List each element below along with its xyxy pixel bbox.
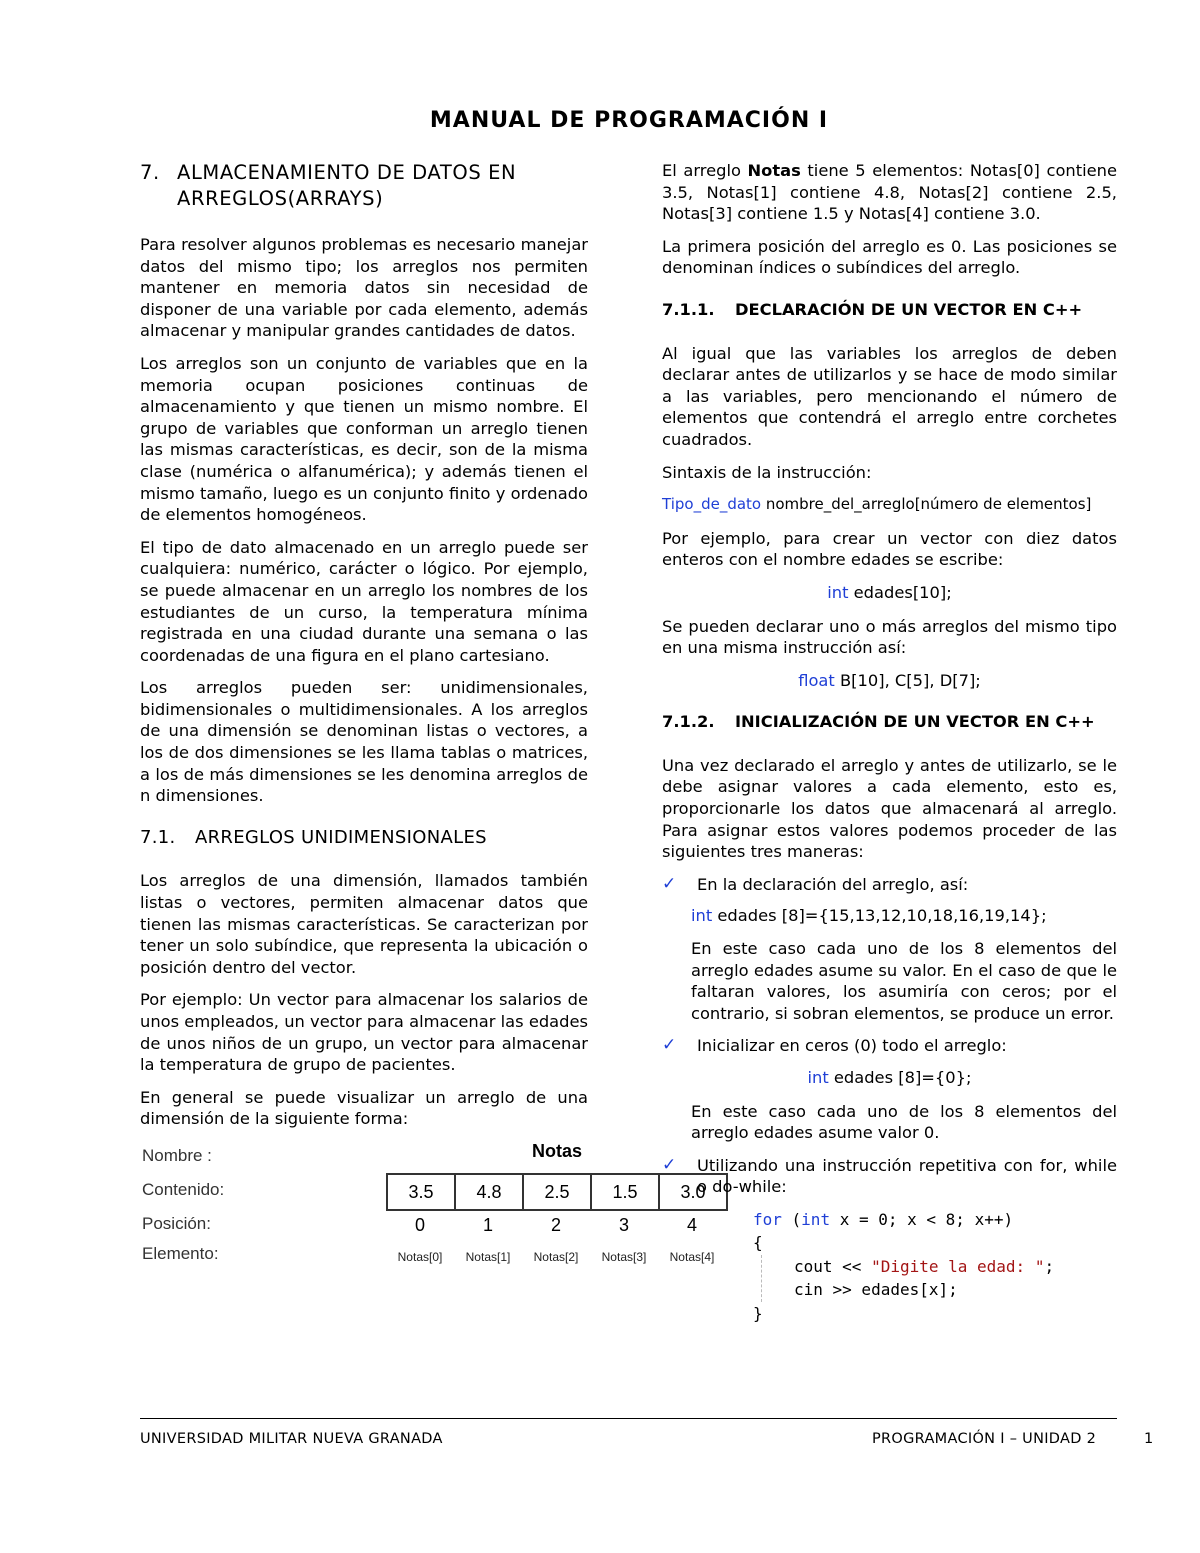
position-value: 0 <box>414 1214 425 1235</box>
checkmark-icon: ✓ <box>662 1154 677 1175</box>
paragraph <box>662 160 1117 225</box>
array-cell: 3.5 <box>388 1175 456 1209</box>
checkmark-icon: ✓ <box>662 873 677 894</box>
paragraph: Al igual que las variables los arreglos de deben declarar antes de utilizarlos y se hace de modo similar a las variables, pero mencionando el número de elementos que contendrá el arreglo entre corchetes cuadrados. <box>662 343 1117 449</box>
footer-divider <box>140 1418 1117 1419</box>
keyword: float <box>798 670 835 690</box>
bullet-text: En la declaración del arreglo, así: <box>697 874 969 894</box>
bullet-text: Utilizando una instrucción repetitiva con for, while o do-while: <box>697 1155 1117 1197</box>
code-line: cin >> edades[x]; <box>794 1280 958 1300</box>
syntax-rest: nombre_del_arreglo[número de elementos] <box>761 495 1092 514</box>
section-heading <box>662 711 1117 733</box>
code-text: cout << <box>794 1256 872 1276</box>
figure-label-contenido: Contenido: <box>142 1179 225 1199</box>
element-label: Notas[1] <box>465 1249 511 1264</box>
array-cell: 4.8 <box>456 1175 524 1209</box>
chapter-heading <box>140 160 588 212</box>
figure-label-nombre: Nombre : <box>142 1145 212 1165</box>
paragraph: La primera posición del arreglo es 0. Las posiciones se denominan índices o subíndices del arreglo. <box>662 236 1117 278</box>
keyword: for <box>753 1209 782 1229</box>
section-title: DECLARACIÓN DE UN VECTOR EN C++ <box>735 299 1083 319</box>
keyword: int <box>827 582 849 602</box>
bullet-item <box>662 874 1117 896</box>
code-block <box>753 1208 1117 1326</box>
paragraph: Sintaxis de la instrucción: <box>662 462 872 482</box>
page-title: MANUAL DE PROGRAMACIÓN I <box>429 108 829 133</box>
paragraph: Por ejemplo: Un vector para almacenar los salarios de unos empleados, un vector para almacenar las edades de unos niños de un grupo, un vector para almacenar la temperatura de grupo de pacientes. <box>140 990 588 1075</box>
code-line <box>794 1255 1117 1279</box>
code-line: { <box>753 1233 763 1253</box>
position-value: 1 <box>482 1214 493 1235</box>
keyword: int <box>801 1209 831 1229</box>
section-title: ARREGLOS UNIDIMENSIONALES <box>195 826 487 848</box>
code-text: edades [8]={0}; <box>828 1068 972 1087</box>
bullet-text: Inicializar en ceros (0) todo el arreglo: <box>697 1036 1007 1056</box>
array-cell: 1.5 <box>592 1175 660 1209</box>
chapter-title: ALMACENAMIENTO DE DATOS EN ARREGLOS(ARRAYS) <box>177 161 517 210</box>
element-label: Notas[0] <box>397 1249 443 1264</box>
code-text: x = 0; x < 8; x++) <box>830 1209 1014 1229</box>
position-value: 4 <box>686 1214 697 1235</box>
figure-label-posicion: Posición: <box>142 1213 211 1233</box>
paragraph: Se pueden declarar uno o más arreglos del mismo tipo en una misma instrucción así: <box>662 616 1117 658</box>
footer-university: UNIVERSIDAD MILITAR NUEVA GRANADA <box>140 1431 443 1447</box>
checkmark-icon: ✓ <box>662 1035 677 1056</box>
code-text: ( <box>781 1209 802 1229</box>
paragraph: Los arreglos son un conjunto de variables que en la memoria ocupan posiciones continuas de almacenamiento y que tienen un mismo nombre. El grupo de variables que conforman un arreglo tienen las mismas características, es decir, son de la misma clase (numérica o alfanumérica); y además tienen el mismo tamaño, luego es un conjunto finito y ordenado de elementos homogéneos. <box>140 353 588 525</box>
figure-label-elemento: Elemento: <box>142 1243 219 1263</box>
position-value: 3 <box>618 1214 629 1235</box>
right-column <box>662 160 1117 1325</box>
footer-course: PROGRAMACIÓN I – UNIDAD 2 <box>872 1431 1097 1447</box>
syntax-line <box>662 494 1117 516</box>
keyword: int <box>691 906 713 926</box>
code-text: B[10], C[5], D[7]; <box>834 670 981 690</box>
code-body <box>761 1255 1117 1302</box>
element-label: Notas[4] <box>669 1249 715 1264</box>
array-figure <box>140 1140 715 1266</box>
paragraph: Los arreglos de una dimensión, llamados también listas o vectores, permiten almacenar datos que tienen las mismas características. Se caracterizan por tener un solo subíndice, que representa la ubicación o posición dentro del vector. <box>140 871 588 977</box>
paragraph: El tipo de dato almacenado en un arreglo puede ser cualquiera: numérico, carácter o lógico. Por ejemplo, se puede almacenar en un arreglo los nombres de los estudiantes de un curso, la temperatura mínima registrada en una ciudad durante una semana o las coordenadas de una figura en el plano cartesiano. <box>140 537 588 665</box>
page-number: 1 <box>1144 1431 1154 1447</box>
array-cell: 2.5 <box>524 1175 592 1209</box>
code-example <box>691 905 1117 927</box>
section-number: 7.1.1. <box>662 299 715 319</box>
code-string: "Digite la edad: " <box>871 1256 1045 1276</box>
element-label: Notas[3] <box>601 1249 647 1264</box>
paragraph: En general se puede visualizar un arreglo de una dimensión de la siguiente forma: <box>140 1087 588 1129</box>
chapter-number: 7. <box>140 161 160 184</box>
bullet-item <box>662 1155 1117 1198</box>
section-heading <box>662 299 1117 321</box>
code-example <box>662 670 1117 692</box>
paragraph: Por ejemplo, para crear un vector con diez datos enteros con el nombre edades se escribe: <box>662 528 1117 570</box>
bullet-item <box>662 1035 1117 1057</box>
paragraph: Una vez declarado el arreglo y antes de utilizarlo, se le debe asignar valores a cada elemento, esto es, proporcionarle los datos que almacenará al arreglo. Para asignar estos valores podemos proceder de las siguientes tres maneras: <box>662 755 1117 862</box>
array-name-bold: Notas <box>747 161 801 180</box>
text: El arreglo <box>662 161 748 180</box>
section-title: INICIALIZACIÓN DE UN VECTOR EN C++ <box>735 712 1095 732</box>
array-name: Notas <box>531 1140 582 1161</box>
code-text: edades [8]={15,13,12,10,18,16,19,14}; <box>712 906 1047 926</box>
text: tiene 5 elementos: Notas[0] contiene 3.5, Notas[1] contiene 4.8, Notas[2] contiene 2.5, Notas[3] contiene 1.5 y Notas[4] contiene 3.0. <box>662 161 1117 224</box>
code-line: } <box>753 1303 763 1323</box>
element-label: Notas[2] <box>533 1249 579 1264</box>
syntax-type: Tipo_de_dato <box>662 495 762 514</box>
code-text: ; <box>1044 1256 1055 1276</box>
section-number: 7.1. <box>140 826 176 848</box>
section-number: 7.1.2. <box>662 712 715 732</box>
code-text: edades[10]; <box>848 582 952 602</box>
code-line <box>753 1208 1117 1232</box>
code-example <box>662 582 1117 604</box>
keyword: int <box>807 1068 829 1087</box>
code-example <box>662 1067 1117 1089</box>
paragraph: En este caso cada uno de los 8 elementos del arreglo edades asume valor 0. <box>691 1101 1117 1143</box>
paragraph: Los arreglos pueden ser: unidimensionales, bidimensionales o multidimensionales. A los arreglos de una dimensión se denominan listas o vectores, a los de dos dimensiones se les llama tablas o matrices, a los de más dimensiones se les denomina arreglos de n dimensiones. <box>140 678 588 806</box>
section-heading <box>140 827 588 849</box>
position-value: 2 <box>550 1214 561 1235</box>
paragraph: En este caso cada uno de los 8 elementos del arreglo edades asume su valor. En el caso de que le faltaran valores, los asumiría con ceros; por el contrario, si sobran elementos, se produce un error. <box>691 939 1117 1023</box>
paragraph: Para resolver algunos problemas es necesario manejar datos del mismo tipo; los arreglos nos permiten mantener en memoria datos sin necesidad de disponer de una variable por cada elemento, además almacenar y manipular grandes cantidades de datos. <box>140 235 588 341</box>
array-cell: 3.0 <box>680 1181 706 1202</box>
